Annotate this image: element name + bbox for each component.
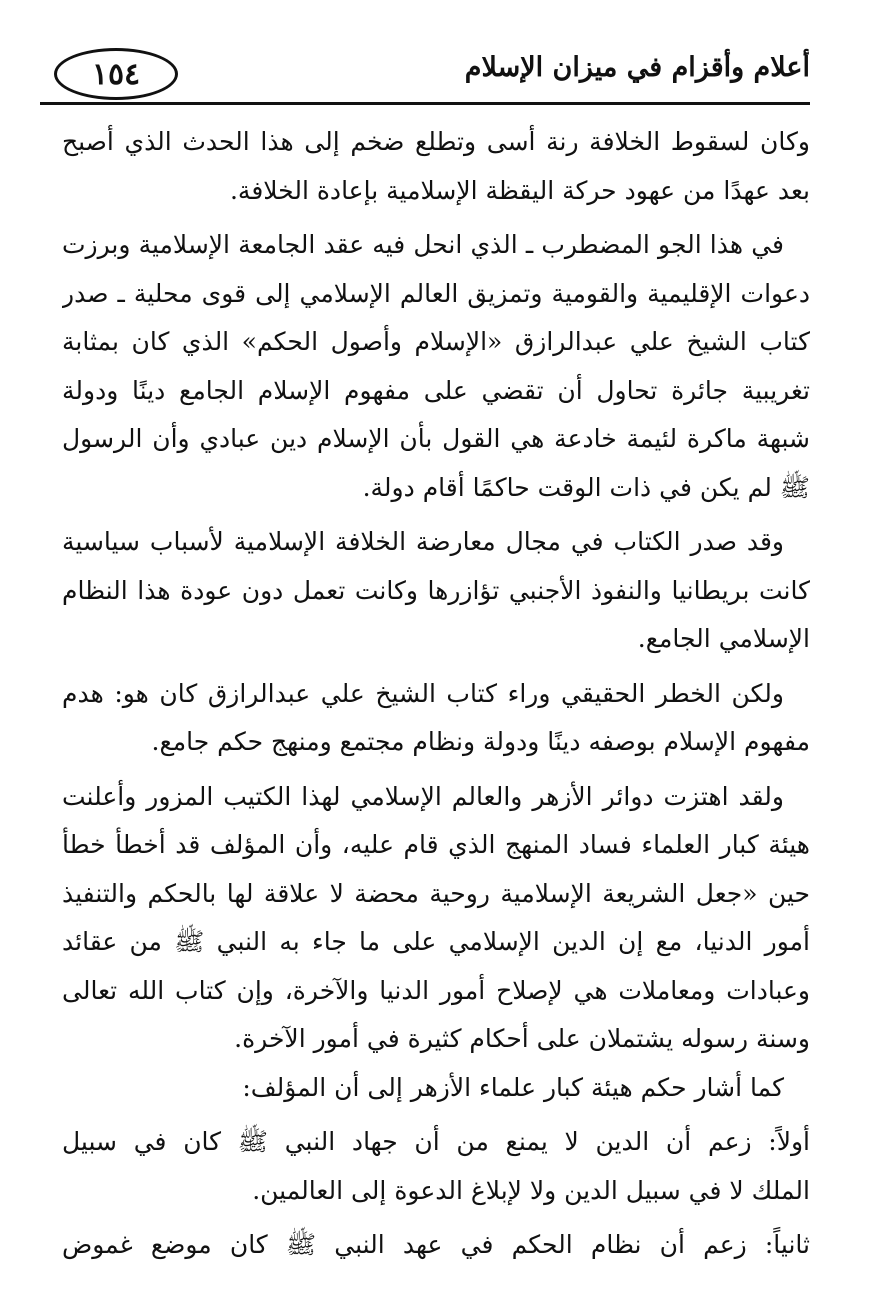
text-line: أمور الدنيا، مع إن الدين الإسلامي على ما جاء به النبي ﷺ من عقائد [62, 927, 810, 956]
text-line: دعوات الإقليمية والقومية وتمزيق العالم الإسلامي إلى قوى محلية ـ صدر [62, 278, 810, 308]
text-line: وقد صدر الكتاب في مجال معارضة الخلافة الإسلامية لأسباب سياسية [62, 527, 784, 556]
text-line: الإسلامي الجامع. [637, 624, 810, 653]
text-line: في هذا الجو المضطرب ـ الذي انحل فيه عقد الجامعة الإسلامية وبرزت [62, 230, 784, 259]
text-line: تغريبية جائرة تحاول أن تقضي على مفهوم الإسلام الجامع دينًا ودولة [62, 375, 810, 405]
text-line: وعبادات ومعاملات هي لإصلاح أمور الدنيا والآخرة، وإن كتاب الله تعالى [62, 975, 810, 1005]
text-line: بعد عهدًا من عهود حركة اليقظة الإسلامية بإعادة الخلافة. [229, 175, 810, 205]
text-line: الملك لا في سبيل الدين ولا لإبلاغ الدعوة إلى العالمين. [252, 1175, 810, 1205]
text-line: هيئة كبار العلماء فساد المنهج الذي قام عليه، وأن المؤلف قد أخطأ خطأ [62, 830, 810, 859]
text-line: مفهوم الإسلام بوصفه دينًا ودولة ونظام مجتمع ومنهج حكم جامع. [151, 727, 810, 756]
text-line: حين «جعل الشريعة الإسلامية روحية محضة لا علاقة لها بالحكم والتنفيذ [62, 878, 810, 908]
text-line: ثانياً: زعم أن نظام الحكم في عهد النبي ﷺ كان موضع غموض [62, 1230, 810, 1259]
text-line: كانت بريطانيا والنفوذ الأجنبي تؤازرها وكانت تعمل دون عودة هذا النظام [62, 575, 810, 605]
page-number: ١٥٤ [91, 56, 141, 92]
text-line: شبهة ماكرة لئيمة خادعة هي القول بأن الإسلام دين عبادي وأن الرسول [62, 424, 810, 453]
text-line: ﷺ لم يكن في ذات الوقت حاكمًا أقام دولة. [362, 472, 810, 502]
text-line: كتاب الشيخ علي عبدالرازق «الإسلام وأصول الحكم» الذي كان بمثابة [62, 327, 810, 356]
header-rule [40, 102, 810, 105]
page-number-badge [54, 48, 178, 100]
text-line: ولقد اهتزت دوائر الأزهر والعالم الإسلامي لهذا الكتيب المزور وأعلنت [62, 781, 784, 811]
running-header [40, 46, 810, 102]
body-text [62, 118, 810, 1270]
text-line: وسنة رسوله يشتملان على أحكام كثيرة في أمور الآخرة. [234, 1024, 810, 1053]
text-line: كما أشار حكم هيئة كبار علماء الأزهر إلى أن المؤلف: [242, 1072, 784, 1102]
header-title: أعلام وأقزام في ميزان الإسلام [464, 52, 810, 83]
text-line: وكان لسقوط الخلافة رنة أسى وتطلع ضخم إلى هذا الحدث الذي أصبح [62, 127, 810, 156]
text-line: ولكن الخطر الحقيقي وراء كتاب الشيخ علي عبدالرازق كان هو: هدم [62, 678, 784, 708]
text-line: أولاً: زعم أن الدين لا يمنع من أن جهاد النبي ﷺ كان في سبيل [62, 1127, 810, 1156]
